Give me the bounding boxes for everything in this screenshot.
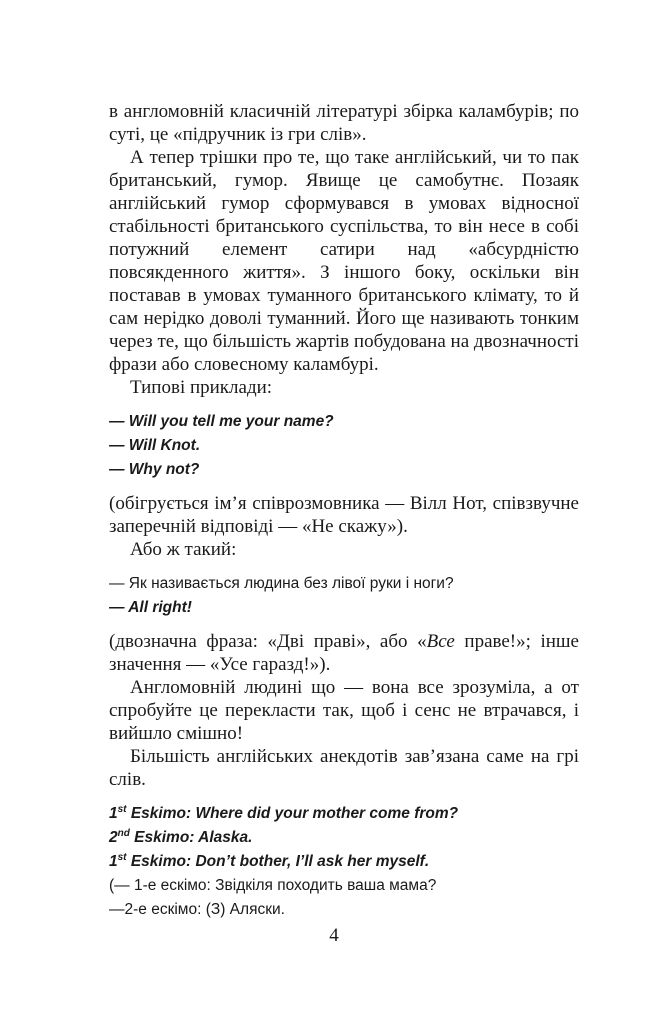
example-1-line: — Will you tell me your name? <box>109 413 334 430</box>
eskimo-number: 1 <box>109 853 118 870</box>
paragraph-7: Англомовній людині що — вона все зрозуміла, а от спробуйте це перекласти так, щоб і сенс не втрачався, і вийшло смішно! <box>109 677 579 744</box>
eskimo-ordinal: nd <box>117 828 130 839</box>
page-number: 4 <box>329 925 339 946</box>
paragraph-4: (обігрується ім’я співрозмовника — Вілл Нот, співзвучне заперечній відповіді — «Не скажу»). <box>109 493 579 537</box>
eskimo-joke <box>109 802 579 922</box>
example-2-question: — Як називається людина без лівої руки і ноги? <box>109 575 454 592</box>
page-content <box>109 100 579 922</box>
example-2-answer: — All right! <box>109 599 192 616</box>
eskimo-text: Eskimo: Don’t bother, I’ll ask her myself. <box>126 853 430 870</box>
text-block-1 <box>109 100 579 399</box>
paragraph-6 <box>109 630 579 676</box>
eskimo-line-2 <box>109 826 579 850</box>
paragraph-6-part-a: (двозначна фраза: «Дві праві», або « <box>109 631 427 652</box>
eskimo-translation-2: —2-е ескімо: (З) Аляски. <box>109 901 285 918</box>
paragraph-6-emphasis: Все <box>426 631 455 652</box>
paragraph-5: Або ж такий: <box>130 539 237 560</box>
paragraph-1: в англомовній класичній літературі збірка каламбурів; по суті, це «підручник із гри слів». <box>109 101 579 145</box>
eskimo-line-1 <box>109 802 579 826</box>
example-1-line: — Why not? <box>109 461 200 478</box>
eskimo-ordinal: st <box>117 852 127 863</box>
paragraph-2: А тепер трішки про те, що таке англійський, чи то пак британський, гумор. Явище це самобутнє. Позаяк англійський гумор сформувався в умовах відносної стабільності британського суспільства, то він несе в собі потужний елемент сатири над «абсурдністю повсякденного життя». З іншого боку, оскільки він поставав в умовах туманного британського клімату, то й сам нерідко доволі туманний. Його ще називають тонким через те, що більшість жартів побудована на двозначності фрази або словесному каламбурі. <box>109 147 579 375</box>
eskimo-text: Eskimo: Alaska. <box>129 829 253 846</box>
eskimo-ordinal: st <box>117 804 127 815</box>
example-1-line: — Will Knot. <box>109 437 201 454</box>
eskimo-number: 2 <box>109 829 118 846</box>
paragraph-6-part-b: праве!»; інше значення — «Усе гаразд!»). <box>109 631 579 675</box>
eskimo-text: Eskimo: Where did your mother come from? <box>126 805 459 822</box>
example-1 <box>109 410 579 482</box>
eskimo-line-3 <box>109 850 579 874</box>
paragraph-8: Більшість англійських анекдотів зав’язана саме на грі слів. <box>109 746 579 790</box>
text-block-2 <box>109 492 579 561</box>
eskimo-number: 1 <box>109 805 118 822</box>
example-2 <box>109 572 579 620</box>
eskimo-translation-1: (— 1-е ескімо: Звідкіля походить ваша мама? <box>109 877 437 894</box>
text-block-3 <box>109 630 579 791</box>
paragraph-3: Типові приклади: <box>130 377 273 398</box>
